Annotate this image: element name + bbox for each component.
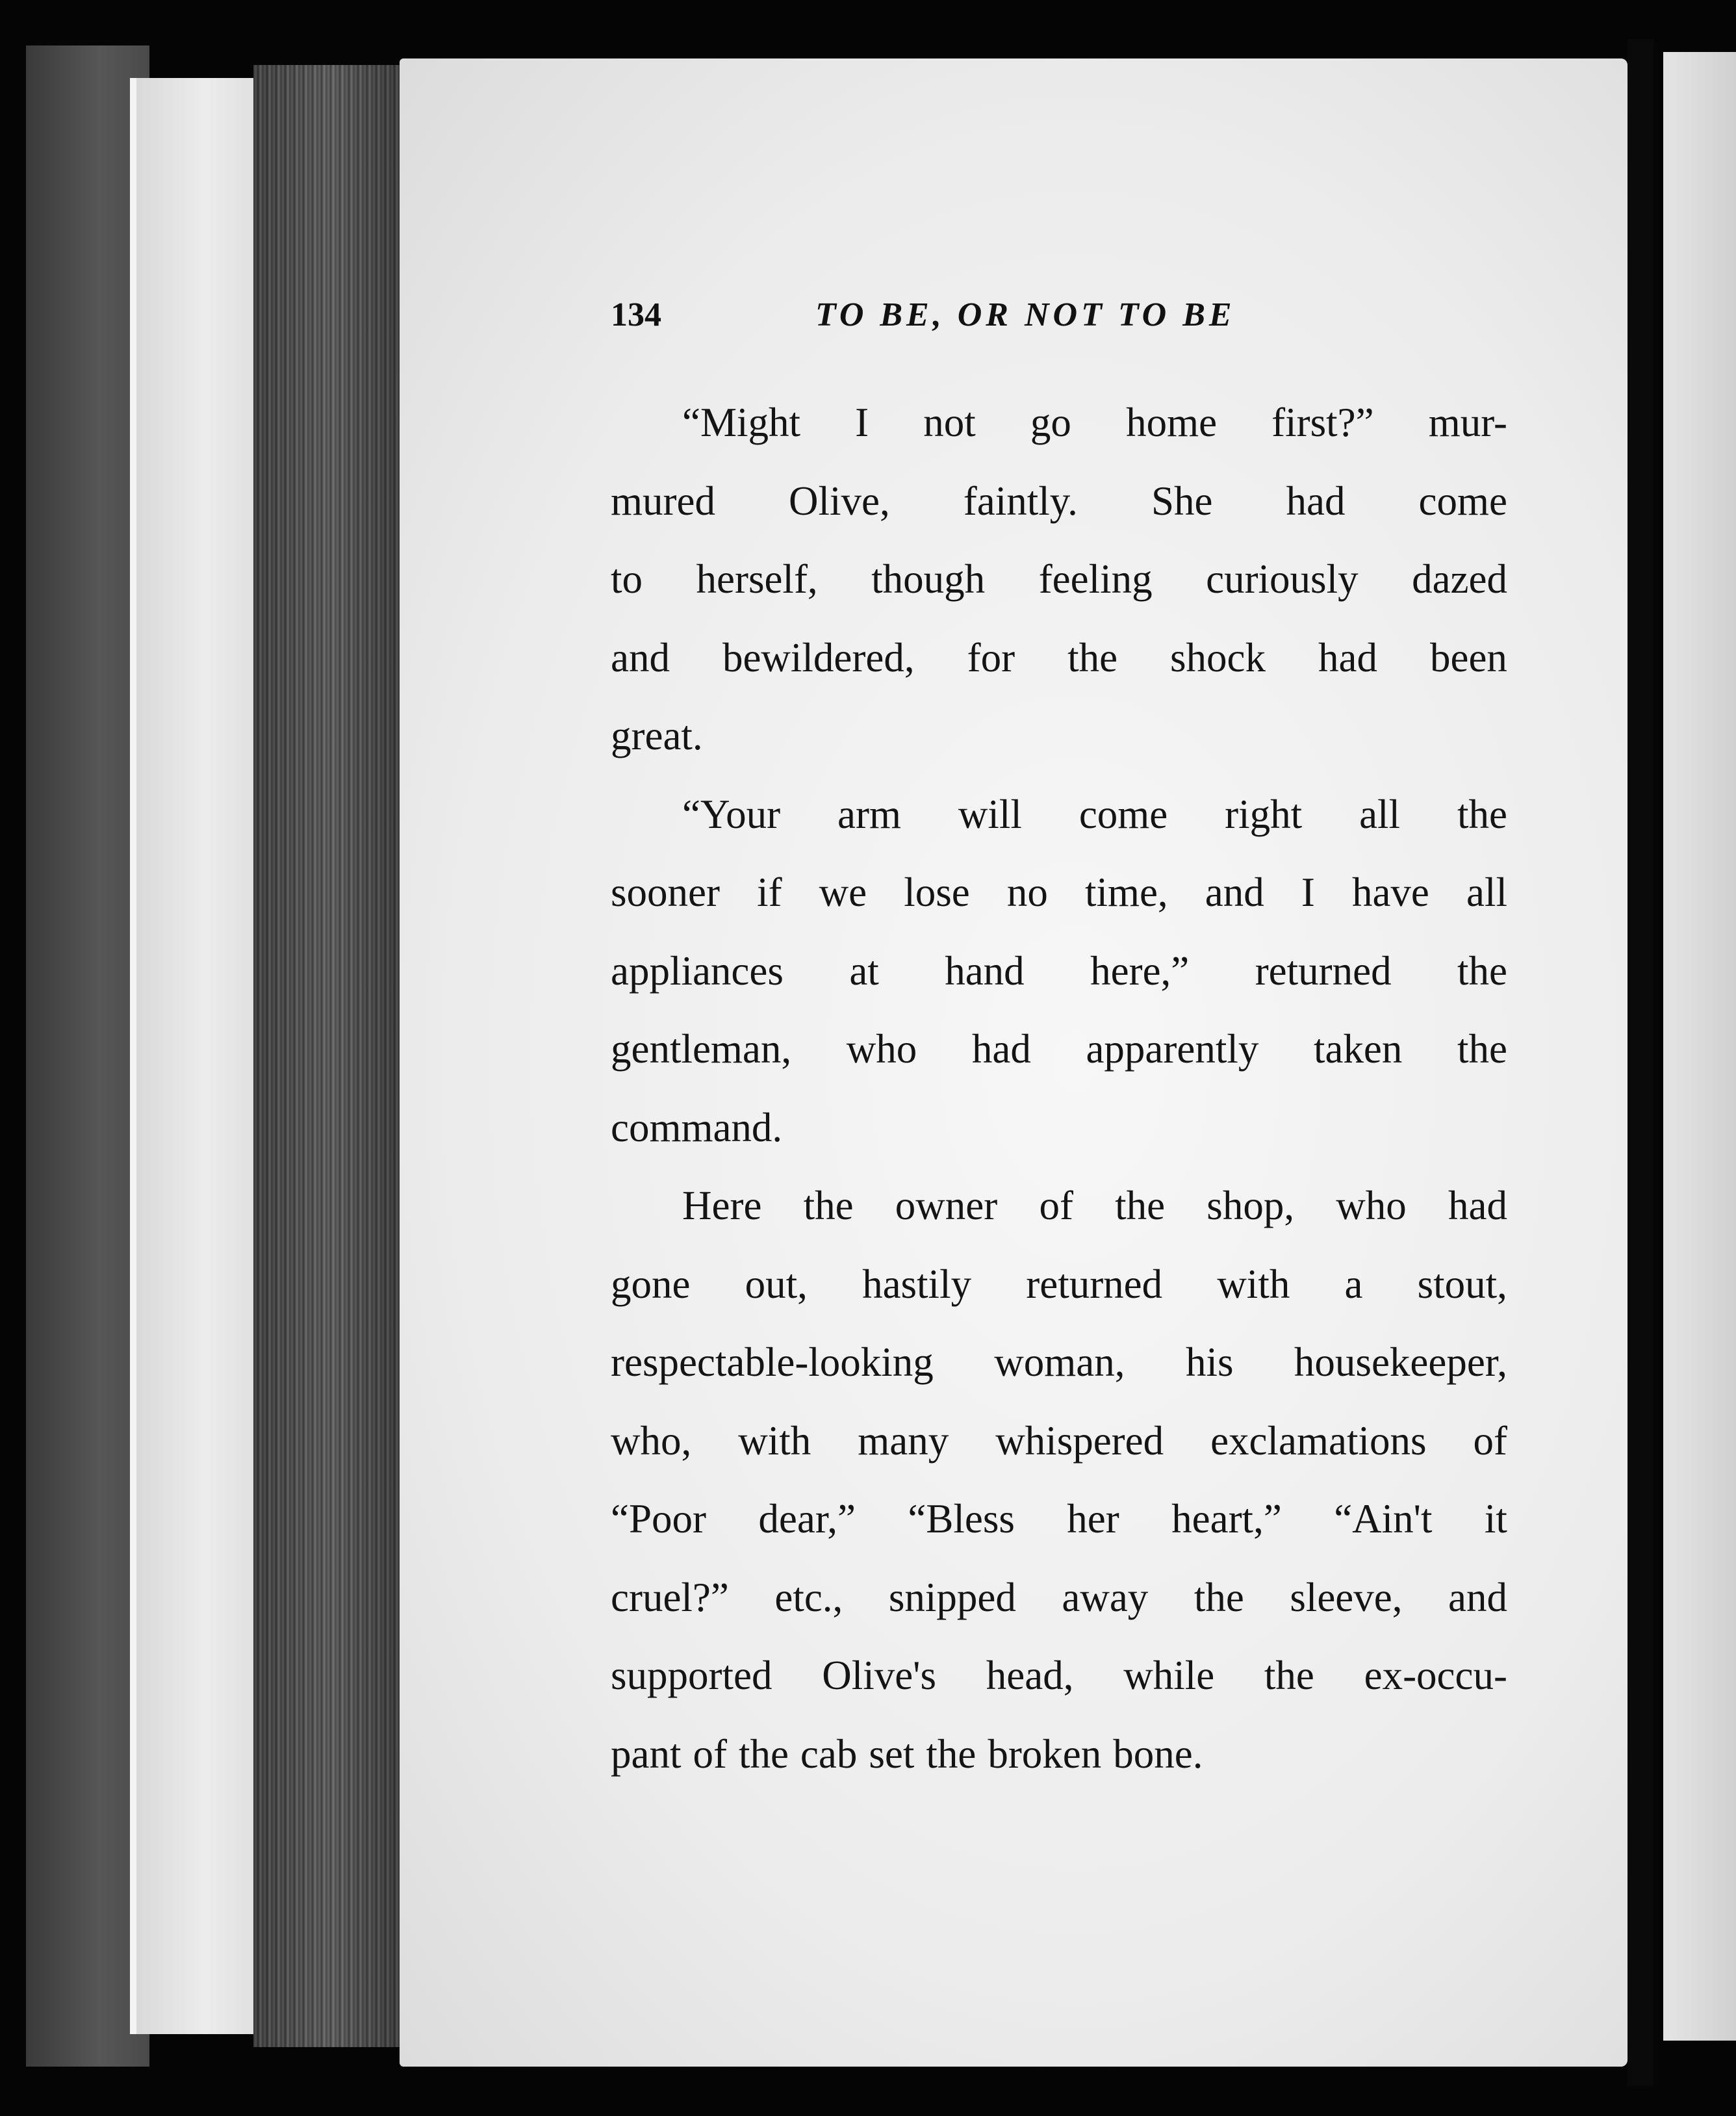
text-line — [611, 932, 1507, 1011]
word: to — [611, 556, 643, 602]
word: time, — [1084, 870, 1168, 915]
word: returned — [1255, 948, 1392, 994]
text-line — [611, 1323, 1507, 1402]
word: hand — [945, 948, 1025, 994]
word: respectable-looking — [611, 1339, 934, 1385]
word: away — [1062, 1574, 1149, 1620]
text-line — [611, 383, 1507, 462]
word: not — [923, 400, 976, 445]
text-line — [611, 462, 1507, 541]
word: will — [958, 791, 1022, 837]
text-line — [611, 1402, 1507, 1480]
word: returned — [1026, 1261, 1163, 1307]
endpaper — [130, 78, 273, 2034]
word: supported — [611, 1653, 772, 1698]
word: shop, — [1206, 1183, 1295, 1228]
gutter-shadow — [1628, 39, 1653, 2086]
text-line — [611, 1167, 1507, 1245]
word: stout, — [1417, 1261, 1507, 1307]
text-line — [611, 853, 1507, 932]
word: sleeve, — [1290, 1574, 1403, 1620]
word: “Ain't — [1334, 1496, 1433, 1542]
word: the — [1194, 1574, 1244, 1620]
word: home — [1126, 400, 1218, 445]
word: hastily — [862, 1261, 972, 1307]
word: right — [1225, 791, 1303, 837]
word: gentleman, — [611, 1026, 792, 1072]
word: all — [1359, 791, 1401, 837]
word: housekeeper, — [1294, 1339, 1507, 1385]
word: dazed — [1412, 556, 1507, 602]
word: woman, — [994, 1339, 1125, 1385]
word: at — [849, 948, 879, 994]
word: come — [1079, 791, 1168, 837]
word: of — [1039, 1183, 1073, 1228]
word: with — [738, 1417, 811, 1464]
text-line — [611, 775, 1507, 854]
word: She — [1151, 478, 1213, 524]
word: broken — [988, 1731, 1102, 1777]
word: snipped — [888, 1574, 1016, 1620]
word: dear,” — [758, 1496, 856, 1542]
word: though — [871, 556, 986, 602]
word: had — [1448, 1183, 1507, 1228]
word: a — [1344, 1261, 1363, 1307]
word: “Your — [682, 791, 781, 837]
word: pant — [611, 1731, 682, 1777]
word: set — [869, 1731, 915, 1777]
word: and — [611, 634, 670, 680]
word: all — [1466, 870, 1507, 915]
word: we — [819, 870, 867, 915]
word: had — [1286, 478, 1346, 524]
word: herself, — [696, 556, 818, 602]
word: bewildered, — [722, 634, 915, 680]
word: who — [1336, 1183, 1407, 1228]
word: first?” — [1271, 400, 1374, 445]
text-line — [611, 1089, 1507, 1167]
word: apparently — [1086, 1026, 1259, 1072]
word: faintly. — [963, 478, 1078, 524]
text-line — [611, 1636, 1507, 1715]
word: the — [1067, 634, 1118, 680]
text-line — [611, 1480, 1507, 1558]
word: sooner — [611, 870, 720, 915]
text-line — [611, 1245, 1507, 1324]
word: arm — [837, 791, 901, 837]
word: lose — [904, 870, 970, 915]
word: Olive, — [789, 478, 890, 524]
word: for — [967, 634, 1015, 680]
word: been — [1429, 634, 1507, 680]
word: the — [1115, 1183, 1166, 1228]
text-line — [611, 1558, 1507, 1637]
text-line — [611, 619, 1507, 697]
word: many — [858, 1417, 949, 1464]
word: command. — [611, 1104, 783, 1150]
word: had — [971, 1026, 1031, 1072]
word: Here — [682, 1183, 762, 1228]
word: his — [1185, 1339, 1234, 1385]
word: come — [1418, 478, 1507, 524]
word: I — [1301, 870, 1315, 915]
word: gone — [611, 1261, 691, 1307]
word: while — [1123, 1653, 1215, 1698]
paragraph — [611, 383, 1507, 775]
adjacent-page — [1663, 52, 1736, 2041]
word: great. — [611, 713, 703, 758]
word: I — [855, 400, 869, 445]
page-edges-shading — [253, 65, 409, 2047]
word: whispered — [995, 1417, 1164, 1464]
word: of — [1473, 1417, 1507, 1464]
text-line — [611, 697, 1507, 775]
paragraph — [611, 775, 1507, 1167]
word: it — [1484, 1496, 1507, 1542]
word: of — [693, 1731, 727, 1777]
word: cruel?” — [611, 1574, 729, 1620]
word: ex-occu- — [1364, 1653, 1507, 1698]
word: if — [757, 870, 782, 915]
word: taken — [1313, 1026, 1403, 1072]
word: the — [926, 1731, 976, 1777]
word: go — [1030, 400, 1071, 445]
word: appliances — [611, 948, 784, 994]
word: who — [846, 1026, 917, 1072]
word: heart,” — [1171, 1496, 1282, 1542]
word: mured — [611, 478, 715, 524]
word: “Bless — [908, 1496, 1015, 1542]
word: etc., — [774, 1574, 843, 1620]
word: the — [1264, 1653, 1314, 1698]
word: exclamations — [1210, 1417, 1427, 1464]
page-number: 134 — [611, 296, 661, 333]
word: here,” — [1090, 948, 1190, 994]
word: head, — [986, 1653, 1074, 1698]
word: the — [738, 1731, 789, 1777]
word: shock — [1170, 634, 1266, 680]
word: mur- — [1428, 400, 1507, 445]
word: “Poor — [611, 1496, 706, 1542]
text-line — [611, 1010, 1507, 1089]
word: feeling — [1038, 556, 1153, 602]
word: and — [1448, 1574, 1507, 1620]
word: curiously — [1206, 556, 1359, 602]
text-line — [611, 540, 1507, 619]
word: Olive's — [822, 1653, 937, 1698]
word: out, — [745, 1261, 808, 1307]
paragraph — [611, 1167, 1507, 1793]
body-text — [611, 383, 1507, 1793]
word: the — [1457, 791, 1507, 837]
word: with — [1217, 1261, 1290, 1307]
word: no — [1006, 870, 1048, 915]
word: owner — [895, 1183, 998, 1228]
word: cab — [800, 1731, 858, 1777]
running-title: TO BE, OR NOT TO BE — [815, 296, 1236, 333]
word: who, — [611, 1417, 692, 1464]
word: the — [1457, 948, 1507, 994]
word: and — [1205, 870, 1264, 915]
text-line — [611, 1715, 1507, 1794]
running-head — [611, 296, 1325, 348]
word: the — [803, 1183, 854, 1228]
word: had — [1318, 634, 1377, 680]
word: her — [1067, 1496, 1119, 1542]
word: the — [1457, 1026, 1507, 1072]
word: have — [1351, 870, 1429, 915]
word: bone. — [1113, 1731, 1203, 1777]
word: “Might — [682, 400, 800, 445]
